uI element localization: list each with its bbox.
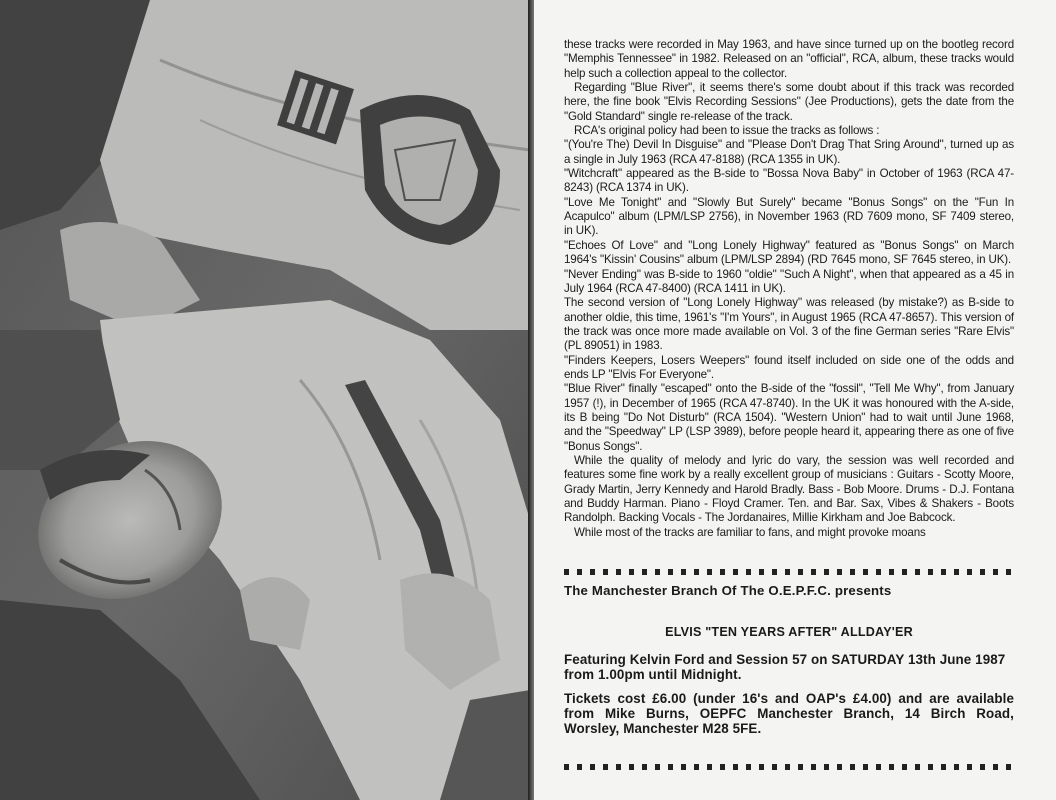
article-paragraph: "Finders Keepers, Losers Weepers" found itself included on side one of the odds and ends LP "Elvis For Everyone". — [564, 353, 1014, 381]
article-paragraph: "Echoes Of Love" and "Long Lonely Highway" featured as "Bonus Songs" on March 1964's "Kissin' Cousins" album (LPM/LSP 2894) (RD 7645 mono, SF 7645 stereo, in UK). — [564, 238, 1014, 267]
article-paragraph: Regarding "Blue River", it seems there's some doubt about if this track was recorded here, the fine book "Elvis Recording Sessions" (Jee Productions), gets the date from the "Gold Standard" single re-release of the track. — [564, 81, 1014, 123]
article-paragraph: While most of the tracks are familiar to fans, and might provoke moans — [574, 525, 926, 539]
article-paragraph: "Blue River" finally "escaped" onto the B-side of the "fossil", "Tell Me Why", from January 1957 (!), in December of 1965 (RCA 47-8740). In the UK it was honoured with the A-side, its B being "Do Not Disturb" (RCA 1504). "Western Union" had to wait until June 1968, and the "Speedway" LP (LSP 3989), before people heard it, appearing there as one of five "Bonus Songs". — [564, 382, 1014, 453]
article-paragraph: "Never Ending" was B-side to 1960 "oldie" "Such A Night", when that appeared as a 45 in July 1964 (RCA 47-8400) (RCA 1411 in UK). — [564, 267, 1014, 295]
article-paragraph: RCA's original policy had been to issue the tracks as follows : — [574, 124, 880, 138]
article-paragraph: "Love Me Tonight" and "Slowly But Surely" became "Bonus Songs" on the "Fun In Acapulco" album (LPM/LSP 2756), in November 1963 (RD 7609 mono, SF 7409 stereo, in UK). — [564, 195, 1014, 238]
text-page — [534, 0, 1056, 800]
advert-featuring: Featuring Kelvin Ford and Session 57 on SATURDAY 13th June 1987 from 1.00pm until Midnight. — [564, 652, 1006, 682]
article-body — [564, 38, 1014, 540]
article-paragraph: While the quality of melody and lyric do vary, the session was well recorded and features some fine work by a really excellent group of musicians : Guitars - Scotty Moore, Grady Martin, Jerry Kennedy and Harold Bradly. Bass - Bob Moore. Drums - D.J. Fontana and Buddy Harman. Piano - Floyd Cramer. Ten. and Bar. Sax, Vibes & Shakers - Boots Randolph. Backing Vocals - The Jordanaires, Millie Kirkham and Joe Babcock. — [564, 453, 1014, 525]
dashed-divider-top — [564, 569, 1014, 575]
advert-tickets: Tickets cost £6.00 (under 16's and OAP's £4.00) and are available from Mike Burns, OEPFC Manchester Branch, 14 Birch Road, Worsley, Manchester M28 5FE. — [564, 691, 1014, 736]
article-paragraph: these tracks were recorded in May 1963, and have since turned up on the bootleg record "Memphis Tennessee" in 1982. Released on an "official", RCA, album, these tracks would help such a collection appeal to the collector. — [564, 38, 1014, 80]
article-paragraph: The second version of "Long Lonely Highway" was released (by mistake?) as B-side to another oldie, this time, 1961's "I'm Yours", in August 1965 (RCA 47-8657). This version of the track was once more made available on Vol. 3 of the fine German series "Rare Elvis" (PL 89051) in 1983. — [564, 296, 1014, 353]
article-paragraph: "(You're The) Devil In Disguise" and "Please Don't Drag That Sring Around", turned up as a single in July 1963 (RCA 47-8188) (RCA 1355 in UK). — [564, 138, 1014, 166]
advert-presents: The Manchester Branch Of The O.E.P.F.C. presents — [564, 583, 892, 598]
dashed-divider-bottom — [564, 764, 1014, 770]
advert-title: ELVIS "TEN YEARS AFTER" ALLDAY'ER — [665, 625, 913, 639]
article-paragraph: "Witchcraft" appeared as the B-side to "Bossa Nova Baby" in October of 1963 (RCA 47-8243) (RCA 1374 in UK). — [564, 167, 1014, 195]
